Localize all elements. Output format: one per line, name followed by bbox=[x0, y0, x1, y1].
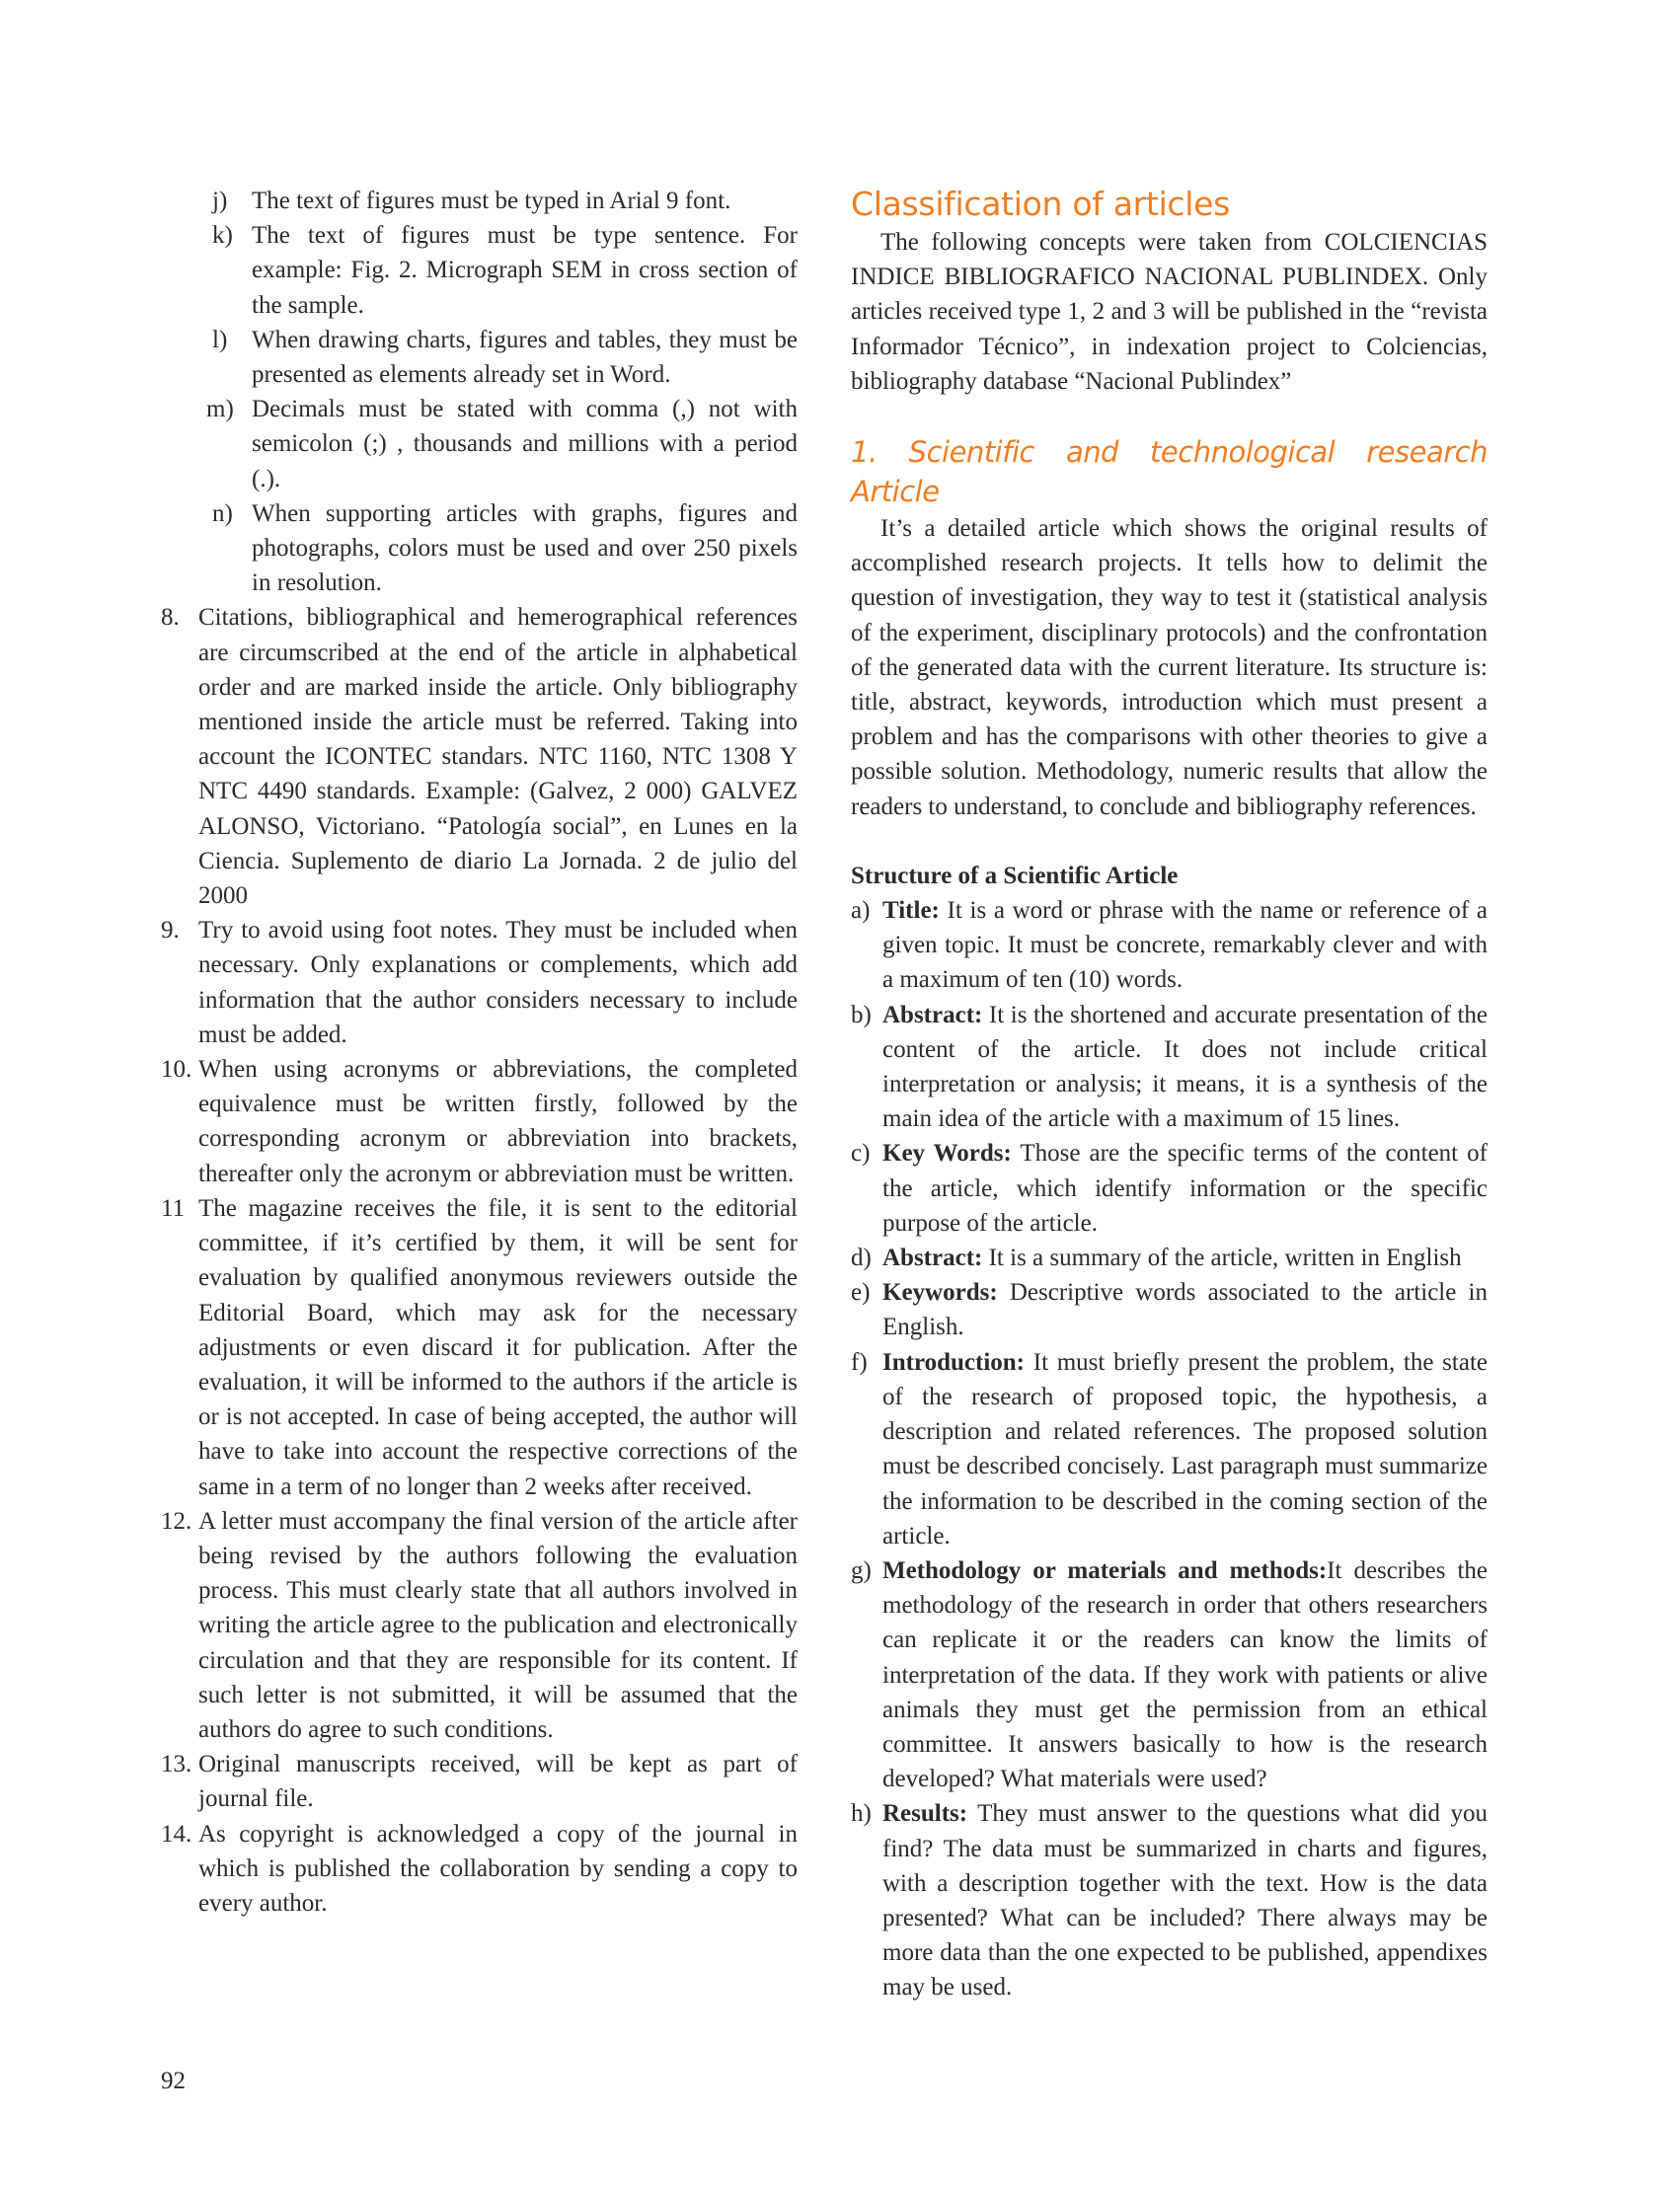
list-text: Decimals must be stated with comma (,) not with semicolon (;) , thousands and millions with a period (.). bbox=[252, 396, 798, 492]
term: Title: bbox=[882, 897, 940, 925]
list-item-m bbox=[161, 392, 798, 496]
list-label: c) bbox=[851, 1140, 871, 1168]
list-label: 10. bbox=[161, 1056, 192, 1084]
list-text: The magazine receives the file, it is sent to the editorial committee, if it’s certified by them, it will be sent for evaluation by qualified anonymous reviewers outside the Editorial Board, which may ask for the necessary adjustments or even discard it for publication. After the evaluation, it will be informed to the authors if the article is or is not accepted. In case of being accepted, the author will have to take into account the respective corrections of the same in a term of no longer than 2 weeks after received. bbox=[198, 1194, 798, 1500]
list-item-l bbox=[161, 323, 798, 392]
list-item-9 bbox=[161, 913, 798, 1052]
structure-item-c bbox=[851, 1136, 1488, 1241]
list-label: d) bbox=[851, 1245, 872, 1272]
list-item-k bbox=[161, 218, 798, 323]
list-text: It is the shortened and accurate presentation of the content of the article. It does not include critical interpretation or analysis; it means, it is a synthesis of the main idea of the article with a maximum of 15 lines. bbox=[882, 1001, 1488, 1133]
list-text: When drawing charts, figures and tables, they must be presented as elements already set in Word. bbox=[252, 326, 798, 389]
list-label: f) bbox=[851, 1348, 868, 1376]
term: Results: bbox=[882, 1800, 968, 1828]
list-text: They must answer to the questions what did you find? The data must be summarized in charts and figures, with a description together with the text. How is the data presented? What can be included? There always may be more data than the one expected to be published, appendixes may be used. bbox=[882, 1800, 1488, 2002]
list-text: It is a word or phrase with the name or reference of a given topic. It must be concrete, remarkably clever and with a maximum of ten (10) words. bbox=[882, 897, 1488, 994]
list-label: 8. bbox=[161, 604, 180, 632]
intro-paragraph: The following concepts were taken from COLCIENCIAS INDICE BIBLIOGRAFICO NACIONAL PUBLINDEX. Only articles received type 1, 2 and 3 will be published in the “revista Informador Técnico”, in indexation project to Colciencias, bibliography database “Nacional Publindex” bbox=[851, 229, 1488, 395]
list-text: A letter must accompany the final version of the article after being revised by the authors following the evaluation process. This must clearly state that all authors involved in writing the article agree to the publication and electronically circulation and that they are responsible for its content. If such letter is not submitted, it will be assumed that the authors do agree to such conditions. bbox=[198, 1507, 798, 1743]
list-label: a) bbox=[851, 897, 871, 925]
list-label: 13. bbox=[161, 1751, 192, 1778]
right-column bbox=[851, 184, 1488, 2005]
list-label: j) bbox=[212, 188, 228, 214]
list-label: 14. bbox=[161, 1820, 192, 1848]
left-column bbox=[161, 184, 798, 1921]
term: Keywords: bbox=[882, 1279, 998, 1307]
structure-item-e bbox=[851, 1275, 1488, 1344]
list-item-11 bbox=[161, 1191, 798, 1504]
list-label: n) bbox=[212, 499, 233, 527]
list-text: Descriptive words associated to the article in English. bbox=[882, 1279, 1488, 1341]
list-label: g) bbox=[851, 1556, 872, 1584]
list-label: l) bbox=[212, 326, 228, 353]
list-item-10 bbox=[161, 1052, 798, 1191]
list-label: k) bbox=[212, 222, 233, 250]
term: Abstract: bbox=[882, 1245, 983, 1272]
page-number: 92 bbox=[161, 2068, 186, 2094]
list-text: It must briefly present the problem, the state of the research of proposed topic, the hypothesis, a description and related references. The proposed solution must be described concisely. Last paragraph must summarize the information to be described in the coming section of the article. bbox=[882, 1348, 1488, 1549]
list-text: Original manuscripts received, will be kept as part of journal file. bbox=[198, 1751, 798, 1813]
list-label: 12. bbox=[161, 1507, 192, 1535]
structure-item-f bbox=[851, 1345, 1488, 1553]
term: Introduction: bbox=[882, 1348, 1026, 1376]
list-text: When using acronyms or abbreviations, the completed equivalence must be written firstly, followed by the corresponding acronym or abbreviation into brackets, thereafter only the acronym or abbreviation must be written. bbox=[198, 1056, 798, 1187]
list-label: e) bbox=[851, 1279, 871, 1307]
list-text: The text of figures must be type sentence. For example: Fig. 2. Micrograph SEM in cross section of the sample. bbox=[252, 222, 798, 319]
list-item-8 bbox=[161, 600, 798, 913]
list-label: m) bbox=[206, 396, 234, 423]
term: Methodology or materials and methods: bbox=[882, 1556, 1328, 1584]
list-text: Citations, bibliographical and hemerographical references are circumscribed at the end of the article in alphabetical order and are marked inside the article. Only bibliography mentioned inside the article must be referred. Taking into account the ICONTEC standars. NTC 1160, NTC 1308 Y NTC 4490 standards. Example: (Galvez, 2 000) GALVEZ ALONSO, Victoriano. “Patología social”, en Lunes en la Ciencia. Suplemento de diario La Jornada. 2 de julio del 2000 bbox=[198, 604, 798, 910]
term: Abstract: bbox=[882, 1001, 983, 1028]
list-text: Try to avoid using foot notes. They must be included when necessary. Only explanations or complements, which add information that the author considers necessary to include must be added. bbox=[198, 917, 798, 1048]
subsection-paragraph: It’s a detailed article which shows the original results of accomplished research projects. It tells how to delimit the question of investigation, they way to test it (statistical analysis of the experiment, disciplinary protocols) and the confrontation of the generated data with the current literature. Its structure is: title, abstract, keywords, introduction which must present a problem and has the comparisons with other theories to give a possible solution. Methodology, numeric results that allow the readers to understand, to conclude and bibliography references. bbox=[851, 515, 1488, 820]
list-text: It describes the methodology of the research in order that others researchers can replicate it or the readers can know the limits of interpretation of the data. If they work with patients or alive animals they must get the permission from an ethical committee. It answers basically to how is the research developed? What materials were used? bbox=[882, 1556, 1488, 1793]
list-item-12 bbox=[161, 1504, 798, 1747]
structure-item-g bbox=[851, 1553, 1488, 1796]
structure-item-b bbox=[851, 998, 1488, 1137]
structure-item-a bbox=[851, 893, 1488, 998]
list-item-j bbox=[161, 184, 798, 218]
list-label: 9. bbox=[161, 917, 180, 944]
list-text: The text of figures must be typed in Arial 9 font. bbox=[252, 188, 731, 214]
structure-item-d bbox=[851, 1241, 1488, 1275]
list-text: When supporting articles with graphs, figures and photographs, colors must be used and over 250 pixels in resolution. bbox=[252, 499, 798, 597]
structure-item-h bbox=[851, 1796, 1488, 2004]
term: Key Words: bbox=[882, 1140, 1012, 1168]
list-text: As copyright is acknowledged a copy of the journal in which is published the collaboration by sending a copy to every author. bbox=[198, 1820, 798, 1917]
list-label: 11 bbox=[161, 1194, 186, 1222]
list-label: b) bbox=[851, 1001, 872, 1028]
list-item-n bbox=[161, 496, 798, 601]
structure-heading: Structure of a Scientific Article bbox=[851, 862, 1179, 889]
subsection-title: 1. Scientific and technological research Article bbox=[851, 435, 1488, 509]
list-text: Those are the specific terms of the content of the article, which identify information or the specific purpose of the article. bbox=[882, 1140, 1488, 1237]
section-title: Classification of articles bbox=[851, 185, 1231, 223]
list-label: h) bbox=[851, 1800, 872, 1828]
list-item-14 bbox=[161, 1817, 798, 1922]
list-item-13 bbox=[161, 1747, 798, 1816]
list-text: It is a summary of the article, written in English bbox=[982, 1245, 1462, 1272]
